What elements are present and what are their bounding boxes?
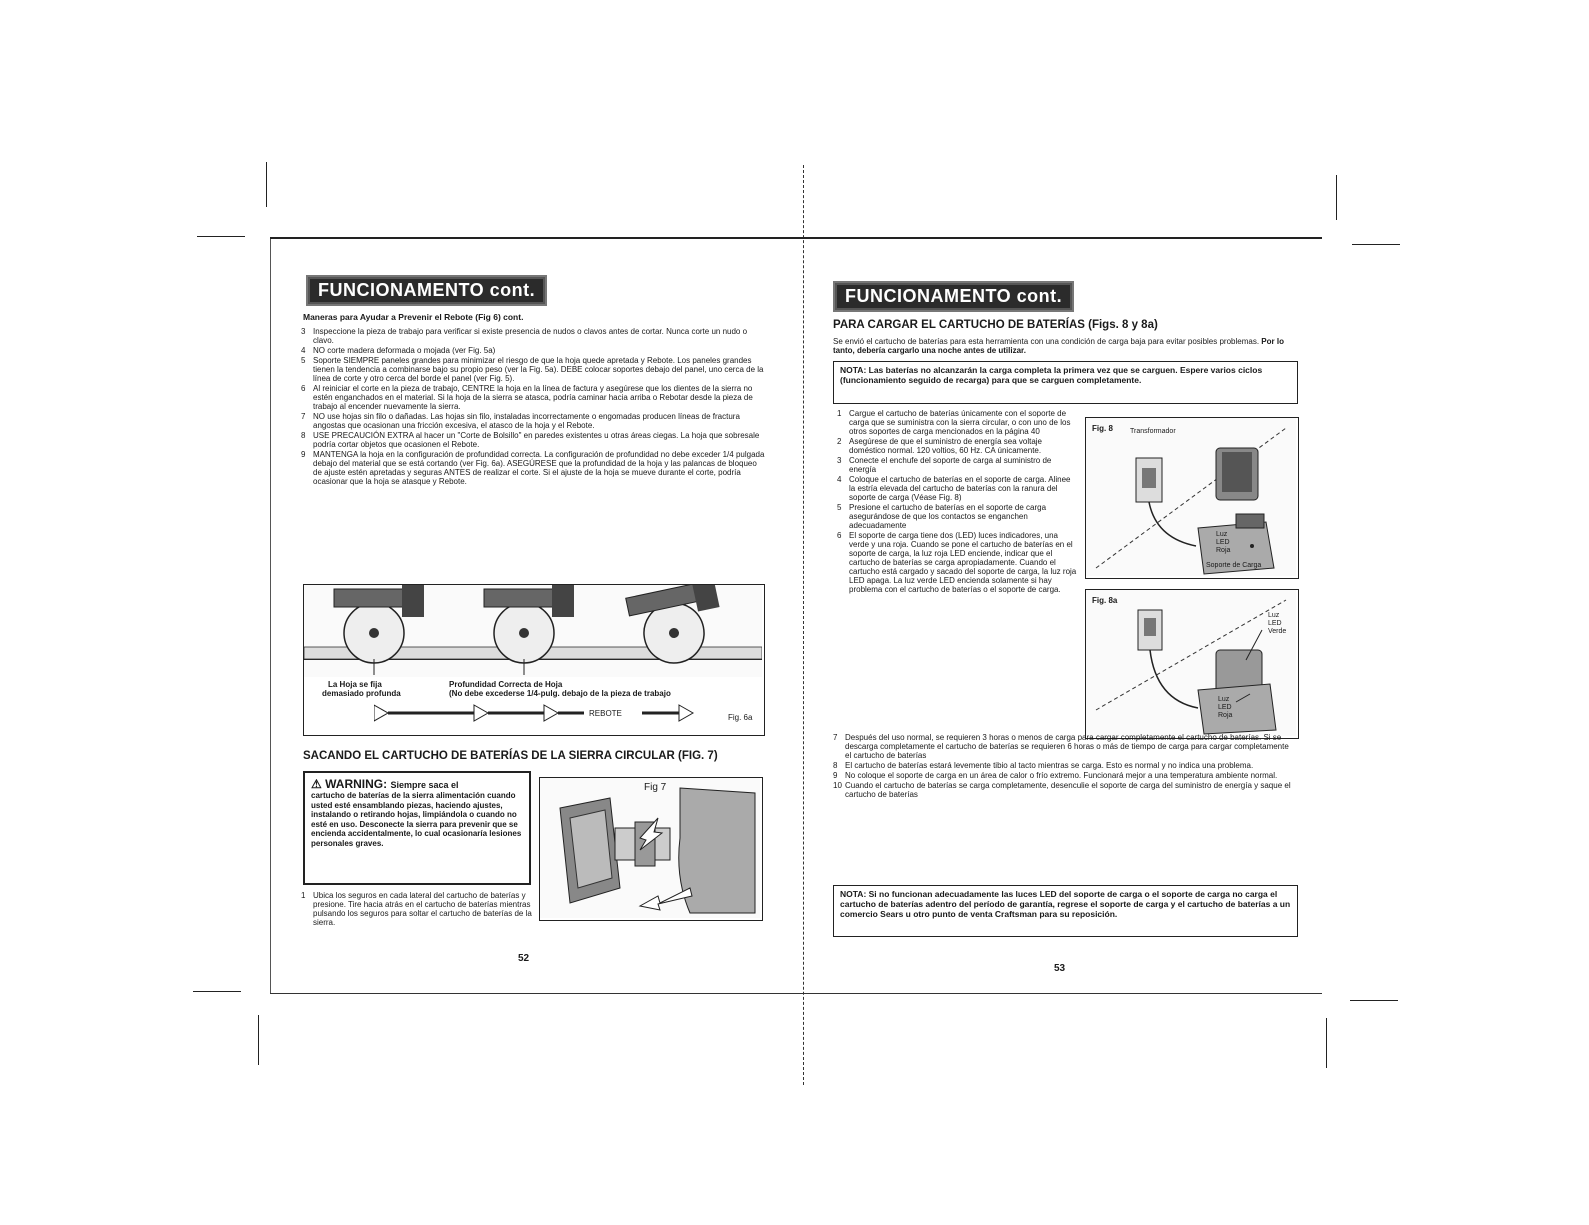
- charger-illustration: [1086, 418, 1296, 576]
- page-number: 53: [1054, 963, 1066, 974]
- warning-box: [303, 771, 531, 885]
- fig6a-label-mid-2: (No debe excederse 1/4-pulg. debajo de la pieza de trabajo: [449, 689, 671, 698]
- fig8-caption: Fig. 8: [1092, 424, 1113, 433]
- list-item: [837, 475, 1077, 502]
- step-number: 9: [301, 450, 306, 459]
- crop-mark: [197, 236, 245, 237]
- step-number: 4: [301, 346, 306, 355]
- list-item: [301, 327, 767, 345]
- step-number: 5: [301, 356, 306, 365]
- saw-depth-illustration: [304, 585, 762, 677]
- intro-plain: Se envió el cartucho de baterías para esta herramienta con una condición de carga baja para evitar posibles problemas.: [833, 337, 1260, 346]
- step-text: Cargue el cartucho de baterías únicamente con el soporte de carga que se suministra con la sierra circular, o con uno de los otros soportes de carga mencionados en la página 40: [849, 409, 1071, 436]
- crop-mark: [1350, 1000, 1398, 1001]
- figure-6a: [303, 584, 765, 736]
- step-text: El cartucho de baterías estará levemente tibio al tacto mientras se carga. Esto es normal y no indica una problema.: [845, 761, 1254, 770]
- step-number: 8: [301, 431, 306, 440]
- nota-box-1: NOTA: Las baterías no alcanzarán la carga completa la primera vez que se carguen. Espere varios ciclos (funcionamiento seguido de recarga) para que se carguen completamente.: [833, 361, 1298, 404]
- fig6a-caption: Fig. 6a: [728, 713, 753, 722]
- fig8a-led2: LED: [1218, 704, 1232, 711]
- step-text: MANTENGA la hoja en la configuración de profundidad correcta. La configuración de profundidad no debe exceder 1/4 pulgada debajo del material que se está cortando (ver Fig. 6a). ASEGÚRESE que la profundidad de la hoja y las palancas de bloqueo de ajuste estén apretadas y seguras ANTES de realizar el corte. Si el ajuste de la hoja se mueve durante el corte, podría ocasionar que la hoja se atasque y Rebote.: [313, 450, 765, 486]
- section-banner: FUNCIONAMENTO cont.: [306, 275, 547, 306]
- step-number: 6: [837, 531, 842, 540]
- fig7-caption: Fig 7: [644, 782, 667, 793]
- crop-mark: [1336, 175, 1337, 220]
- step-text: Al reiniciar el corte en la pieza de trabajo, CENTRE la hoja en la línea de factura y asegúrese que los dientes de la sierra no estén enganchados en el material. Si la hoja de la sierra se atasca, podría caminar hacia arriba o Rebotar desde la pieza de trabajo al encender nuevamente la sierra.: [313, 384, 753, 411]
- list-item: [833, 771, 1295, 780]
- page-number: 52: [518, 953, 530, 964]
- step-text: NO use hojas sin filo o dañadas. Las hojas sin filo, instaladas incorrectamente o engomadas producen líneas de fractura angostas que ocasionan una fricción excesiva, el atasco de la hoja y el Rebote.: [313, 412, 740, 430]
- subheading: Maneras para Ayudar a Prevenir el Rebote (Fig 6) cont.: [303, 312, 524, 322]
- step-text: Después del uso normal, se requieren 3 horas o menos de carga para cargar completamente el cartucho de baterías. Si se descarga completamente el cartucho de baterías se requieren 6 horas o más de tiempo de carga para cargar completamente el cartucho de baterías: [845, 733, 1289, 760]
- step-text: No coloque el soporte de carga en un área de calor o frío extremo. Funcionará mejor a una temperatura ambiente normal.: [845, 771, 1278, 780]
- figure-8: [1085, 417, 1299, 579]
- step-text: USE PRECAUCIÓN EXTRA al hacer un "Corte de Bolsillo" en paredes existentes u otras áreas ciegas. La hoja que sobresale podría cortar objetos que ocasionen el Rebote.: [313, 431, 760, 449]
- nota-box-2: NOTA: Si no funcionan adecuadamente las luces LED del soporte de carga o el soporte de carga no carga el cartucho de baterías adentro del período de garantía, regrese el soporte de carga y el cartucho de baterías a un comercio Sears u otro punto de venta Craftsman para su reposición.: [833, 885, 1298, 937]
- list-item: [833, 733, 1295, 760]
- list-item: [833, 781, 1295, 799]
- list-item: [301, 346, 767, 355]
- fig8-luz: Luz: [1216, 531, 1228, 538]
- rebote-label: REBOTE: [589, 709, 622, 718]
- left-page: [270, 239, 796, 993]
- step-number: 6: [301, 384, 306, 393]
- step-text: Conecte el enchufe del soporte de carga al suministro de energía: [849, 456, 1052, 474]
- step-number: 9: [833, 771, 838, 780]
- fig8a-luz: Luz: [1268, 612, 1280, 619]
- spread-frame: [270, 237, 1322, 994]
- warning-head: WARNING:: [325, 777, 388, 791]
- step-number: 5: [837, 503, 842, 512]
- list-item: [301, 412, 767, 430]
- list-item: [837, 456, 1077, 474]
- crop-mark: [193, 991, 241, 992]
- steps-list: [837, 409, 1077, 595]
- fig6a-label-mid-1: Profundidad Correcta de Hoja: [449, 680, 563, 689]
- list-item: [837, 437, 1077, 455]
- crop-mark: [258, 1015, 259, 1065]
- step-text: Ubica los seguros en cada lateral del cartucho de baterías y presione. Tire hacia atrás en el cartucho de baterías mientras pulsando los seguros para soltar el cartucho de baterías de la sierra.: [313, 891, 532, 927]
- step-1: [301, 891, 533, 928]
- section-banner: FUNCIONAMENTO cont.: [833, 281, 1074, 312]
- fig8-roja: Roja: [1216, 547, 1231, 554]
- step-text: Soporte SIEMPRE paneles grandes para minimizar el riesgo de que la hoja quede apretada y Rebote. Los paneles grandes tienen la tendencia a combinarse bajo su propio peso (ver la Fig. 5a). DEBE colocar soportes debajo del panel, uno cerca de la línea de corte y otro cerca del borde el panel (ver Fig. 5).: [313, 356, 764, 383]
- step-text: NO corte madera deformada o mojada (ver Fig. 5a): [313, 346, 496, 355]
- step-number: 1: [837, 409, 842, 418]
- step-number: 3: [837, 456, 842, 465]
- figure-7: [539, 777, 763, 921]
- crop-mark: [1326, 1018, 1327, 1068]
- crop-mark: [266, 162, 267, 207]
- steps-list: [301, 327, 767, 487]
- step-text: El soporte de carga tiene dos (LED) luces indicadores, una verde y una roja. Cuando se pone el cartucho de baterías en el soporte de carga, la luz roja LED enciende, indicar que el cartucho de baterías se carga apropiadamente. Cuando el cartucho está cargado y sacado del soporte de carga, la luz roja LED apaga. La luz verde LED encienda solamente si hay problema con el cartucho de baterías o el soporte de carga.: [849, 531, 1077, 594]
- fig8-led: LED: [1216, 539, 1230, 546]
- warning-triangle-icon: ⚠: [311, 777, 322, 791]
- list-item: [833, 761, 1295, 770]
- list-item: [837, 409, 1077, 436]
- step-number: 3: [301, 327, 306, 336]
- fig8a-caption: Fig. 8a: [1092, 596, 1118, 605]
- fig6a-label-left-1: La Hoja se fija: [328, 680, 382, 689]
- warning-body: cartucho de baterías de la sierra alimentación cuando usted esté ensamblando piezas, haciendo ajustes, instalando o retirando hojas, limpiándola o cuando no esté en uso. Desconecte la sierra para prevenir que se encienda accidentalmente, lo cual ocasionaría lesiones personales graves.: [311, 791, 522, 848]
- step-text: Presione el cartucho de baterías en el soporte de carga asegurándose de que los contactos se enganchen adecuadamente: [849, 503, 1047, 530]
- list-item: [301, 356, 767, 383]
- step-text: Coloque el cartucho de baterías en el soporte de carga. Alinee la estría elevada del cartucho de baterías con la ranura del soporte de carga (Véase Fig. 8): [849, 475, 1071, 502]
- crop-mark: [1352, 244, 1400, 245]
- step-number: 7: [301, 412, 306, 421]
- rebote-arrows: [374, 703, 704, 723]
- right-page: [803, 239, 1322, 993]
- step-number: 7: [833, 733, 838, 742]
- section-title: SACANDO EL CARTUCHO DE BATERÍAS DE LA SIERRA CIRCULAR (FIG. 7): [303, 750, 718, 762]
- step-text: Cuando el cartucho de baterías se carga completamente, desenculie el soporte de carga del suministro de energía y saque el cartucho de baterías: [845, 781, 1291, 799]
- step-number: 10: [833, 781, 842, 790]
- step-number: 4: [837, 475, 842, 484]
- fig8a-roja2: Roja: [1218, 712, 1233, 719]
- fig8a-led: LED: [1268, 620, 1282, 627]
- step-text: Inspeccione la pieza de trabajo para verificar si existe presencia de nudos o clavos antes de cortar. Nunca corte un nudo o clavo.: [313, 327, 748, 345]
- section-title: PARA CARGAR EL CARTUCHO DE BATERÍAS (Figs. 8 y 8a): [833, 319, 1158, 331]
- list-item: [301, 891, 533, 927]
- step-number: 2: [837, 437, 842, 446]
- step-number: 1: [301, 891, 306, 900]
- warning-head-rest: Siempre saca el: [390, 780, 459, 790]
- intro-bold: Por lo tanto, debería cargarlo una noche antes de utilizar.: [833, 337, 1284, 355]
- fig8a-verde: Verde: [1268, 628, 1287, 635]
- step-text: Asegúrese de que el suministro de energía sea voltaje doméstico normal. 120 voltios, 60 Hz. CA únicamente.: [849, 437, 1043, 455]
- list-item: [301, 450, 767, 486]
- list-item: [301, 384, 767, 411]
- list-item: [301, 431, 767, 449]
- fig8-transformador: Transformador: [1130, 428, 1176, 435]
- step-number: 8: [833, 761, 838, 770]
- battery-removal-illustration: [540, 778, 760, 918]
- fig6a-label-left-2: demasiado profunda: [322, 689, 401, 698]
- list-item: [837, 531, 1077, 594]
- fig8-soporte: Soporte de Carga: [1206, 562, 1262, 569]
- intro-paragraph: [833, 337, 1298, 355]
- fig8a-luz2: Luz: [1218, 696, 1230, 703]
- charger-led-illustration: [1086, 590, 1296, 736]
- steps-list-wide: [833, 733, 1295, 800]
- figure-8a: [1085, 589, 1299, 739]
- list-item: [837, 503, 1077, 530]
